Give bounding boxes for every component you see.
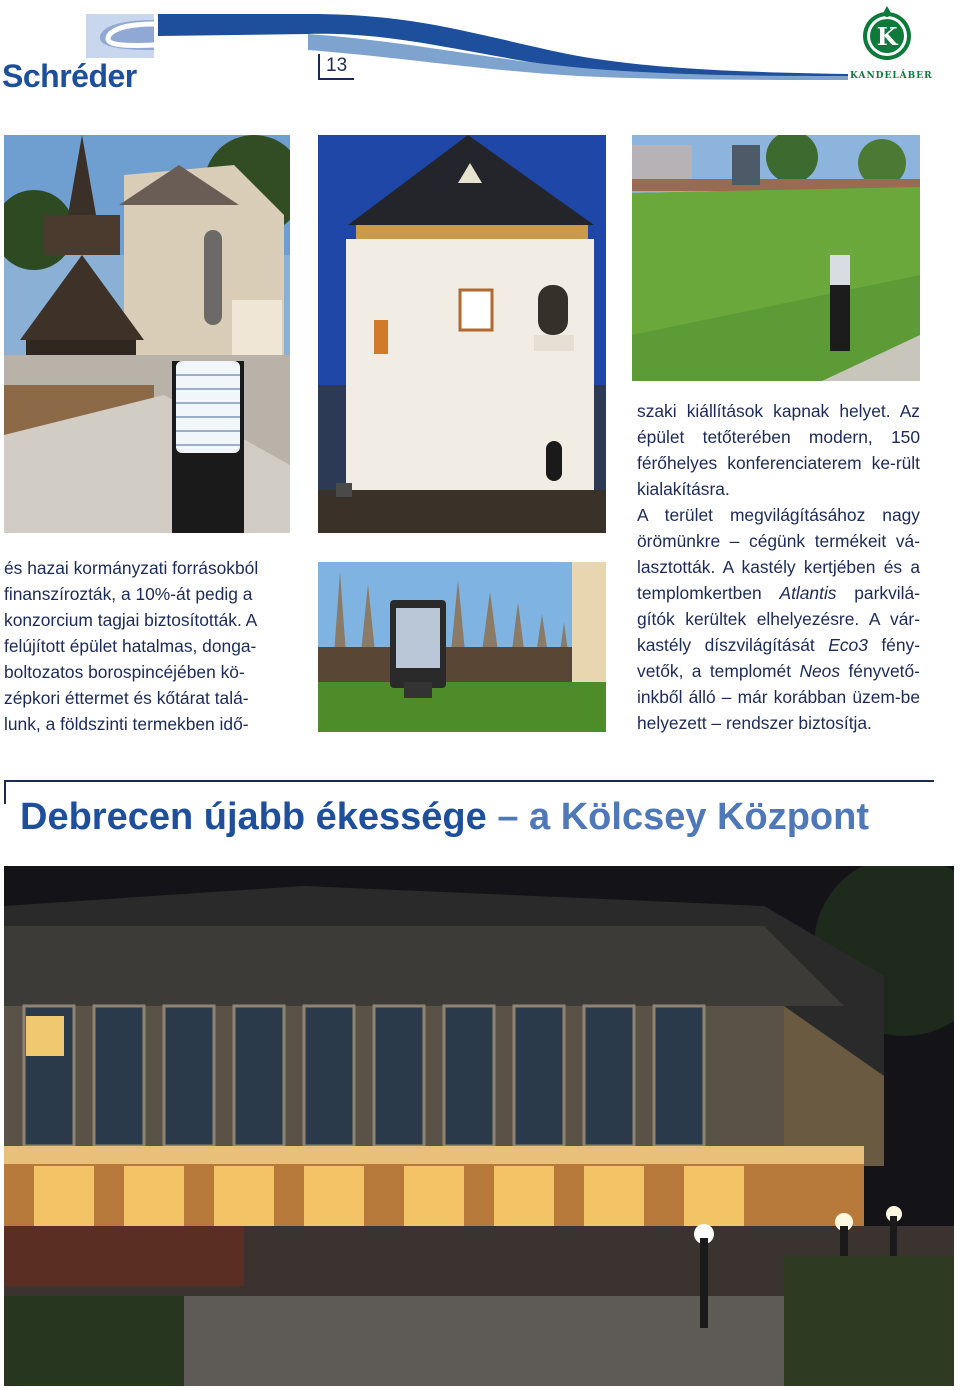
photo-castle-tower bbox=[318, 135, 606, 533]
kandelaber-logo bbox=[850, 4, 933, 84]
left-line-7: lunk, a földszinti termekben idő- bbox=[4, 714, 249, 734]
header-swoosh-icon bbox=[158, 12, 848, 82]
right-column-text bbox=[637, 398, 920, 736]
right-p2d-text: fényvető-inkből álló – már korábban üzem-be helyezett – rendszer biztosítja. bbox=[637, 661, 920, 733]
headline-dash: – bbox=[497, 796, 519, 838]
headline-part-2: a Kölcsey Központ bbox=[529, 796, 869, 838]
page-number: 13 bbox=[318, 54, 354, 80]
left-line-3: konzorcium tagjai biztosították. A bbox=[4, 610, 258, 630]
photo-church-square-icon bbox=[4, 135, 290, 533]
left-line-5: boltozatos borospincéjében kö- bbox=[4, 662, 245, 682]
product-eco3: Eco3 bbox=[828, 635, 868, 655]
schreder-logo bbox=[2, 14, 154, 94]
right-paragraph-1: szaki kiállítások kapnak helyet. Az épület tetőterében modern, 150 férőhelyes konferenciaterem ke-rült kialakításra. bbox=[637, 401, 920, 499]
kandelaber-wordmark: KANDELÁBER bbox=[850, 71, 933, 81]
headline-part-1: Debrecen újabb ékessége bbox=[20, 796, 487, 838]
photo-kolcsey-center-icon bbox=[4, 866, 954, 1386]
schreder-logo-mark-icon bbox=[86, 14, 154, 58]
right-p2c-text: fény-vetők, a templomét bbox=[637, 635, 920, 681]
photo-kolcsey-center bbox=[4, 866, 954, 1386]
left-line-1: és hazai kormányzati forrásokból bbox=[4, 558, 259, 578]
photo-bollard-hill bbox=[632, 135, 920, 381]
kandelaber-letter: K bbox=[876, 22, 898, 51]
product-neos: Neos bbox=[799, 661, 841, 681]
left-line-4: felújított épület hatalmas, donga- bbox=[4, 636, 257, 656]
section-headline bbox=[20, 796, 940, 839]
photo-bollard-hill-icon bbox=[632, 135, 920, 381]
right-paragraph-2 bbox=[637, 502, 920, 736]
left-line-2: finanszírozták, a 10%-át pedig a bbox=[4, 584, 253, 604]
photo-floodlight-icon bbox=[318, 562, 606, 732]
right-p2-text: A terület megvilágításához nagy örömünkre – cégünk termékeit vá-lasztották. A kastély kertjében és a templomkertben bbox=[637, 505, 920, 603]
product-atlantis: Atlantis bbox=[779, 583, 837, 603]
kandelaber-emblem-icon bbox=[857, 4, 917, 64]
schreder-wordmark: Schréder bbox=[2, 58, 137, 94]
headline-rule bbox=[4, 780, 934, 782]
left-column-text bbox=[4, 555, 289, 737]
photo-floodlight bbox=[318, 562, 606, 732]
photo-church-square bbox=[4, 135, 290, 533]
photo-castle-tower-icon bbox=[318, 135, 606, 533]
right-p2b-text: parkvilá-gítók kerültek elhelyezésre. A vár-kastély díszvilágítását bbox=[637, 583, 920, 655]
left-line-6: zépkori éttermet és kőtárat talá- bbox=[4, 688, 249, 708]
